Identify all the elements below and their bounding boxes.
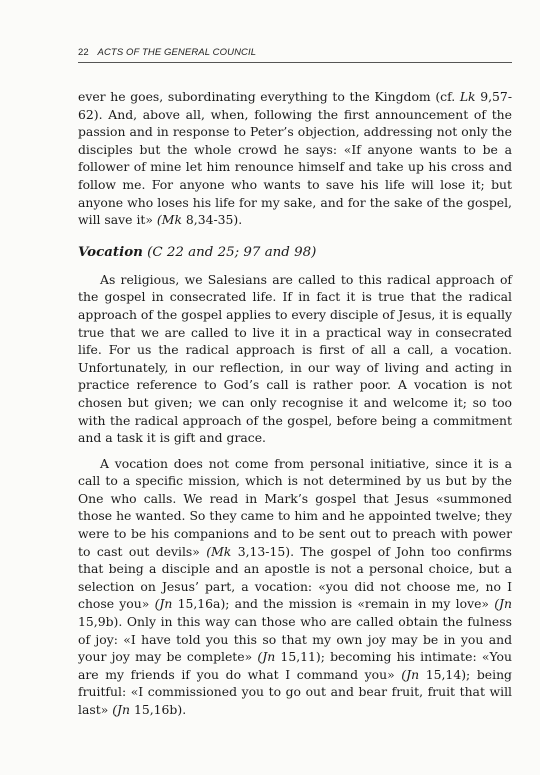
text-run: 15,16a); and the mission is «remain in my love» bbox=[172, 596, 495, 612]
text-run: 15,14); being fruitful: «I commissioned you to go out and bear fruit, fruit that will last» bbox=[78, 666, 512, 717]
text-run: 9,57-62). And, above all, when, following the first announcement of the passion and in response to Peter’s objection, addressing not only the disciples but the whole crowd he says: «If anyone wants to be a follower of mine let him renounce himself and take up his cross and follow me. For anyone who wants to save his life will lose it; but anyone who loses his life for my sake, and for the sake of the gospel, will save it» bbox=[78, 89, 513, 228]
section-title: Vocation bbox=[78, 243, 143, 260]
text-run: 15,9b). Only in this way can those who are called obtain the fulness of joy: «I have told you this so that my own joy may be in you and your joy may be complete» bbox=[78, 614, 512, 665]
page-number: 22 bbox=[78, 47, 89, 58]
running-head-title: ACTS OF THE GENERAL COUNCIL bbox=[97, 47, 257, 58]
text-run: 15,16b). bbox=[130, 702, 187, 717]
paragraph-gap bbox=[78, 447, 512, 455]
paragraph bbox=[78, 88, 512, 229]
section-heading bbox=[78, 243, 512, 262]
italic-run: (Jn bbox=[257, 649, 276, 665]
italic-run: (Jn bbox=[494, 596, 513, 612]
paragraph bbox=[78, 455, 512, 719]
body-text bbox=[78, 88, 512, 719]
italic-run: (Mk bbox=[156, 212, 182, 228]
text-run: 3,13-15). The gospel of John too confirms that being a disciple and an apostle is not a personal choice, but a selection on Jesus’ part, a vocation: «you did not choose me, no I chose you» bbox=[78, 543, 512, 612]
paragraph bbox=[78, 271, 512, 447]
text-run: ever he goes, subordinating everything to the Kingdom (cf. bbox=[78, 89, 460, 104]
italic-run: (Jn bbox=[154, 596, 173, 612]
section-reference: (C 22 and 25; 97 and 98) bbox=[147, 244, 317, 260]
text-run: As religious, we Salesians are called to this radical approach of the gospel in consecrated life. If in fact it is true that the radical approach of the gospel applies to every disciple of Jesus, it is equally true that we are called to live it in a practical way in consecrated life. For us the radical approach is first of all a call, a vocation. Unfortunately, in our reflection, in our way of living and acting in practice reference to God’s call is rather poor. A vocation is not chosen but given; we can only recognise it and welcome it; so too with the radical approach of the gospel, before being a commitment and a task it is gift and grace. bbox=[78, 271, 512, 446]
italic-run: (Mk bbox=[206, 543, 232, 559]
italic-run: (Jn bbox=[401, 666, 420, 682]
text-run: A vocation does not come from personal initiative, since it is a call to a specific mission, which is not determined by us but by the One who calls. We read in Mark’s gospel that Jesus «summoned those he wanted. So they came to him and he appointed twelve; they were to be his companions and to be sent out to preach with power to cast out devils» bbox=[78, 455, 512, 559]
italic-run: Lk bbox=[459, 89, 476, 104]
italic-run: (Jn bbox=[112, 702, 131, 717]
header-rule bbox=[78, 62, 512, 63]
running-head bbox=[78, 47, 512, 63]
text-run: 15,11); becoming his intimate: «You are my friends if you do what I command you» bbox=[78, 649, 512, 682]
text-run: 8,34-35). bbox=[181, 212, 243, 228]
